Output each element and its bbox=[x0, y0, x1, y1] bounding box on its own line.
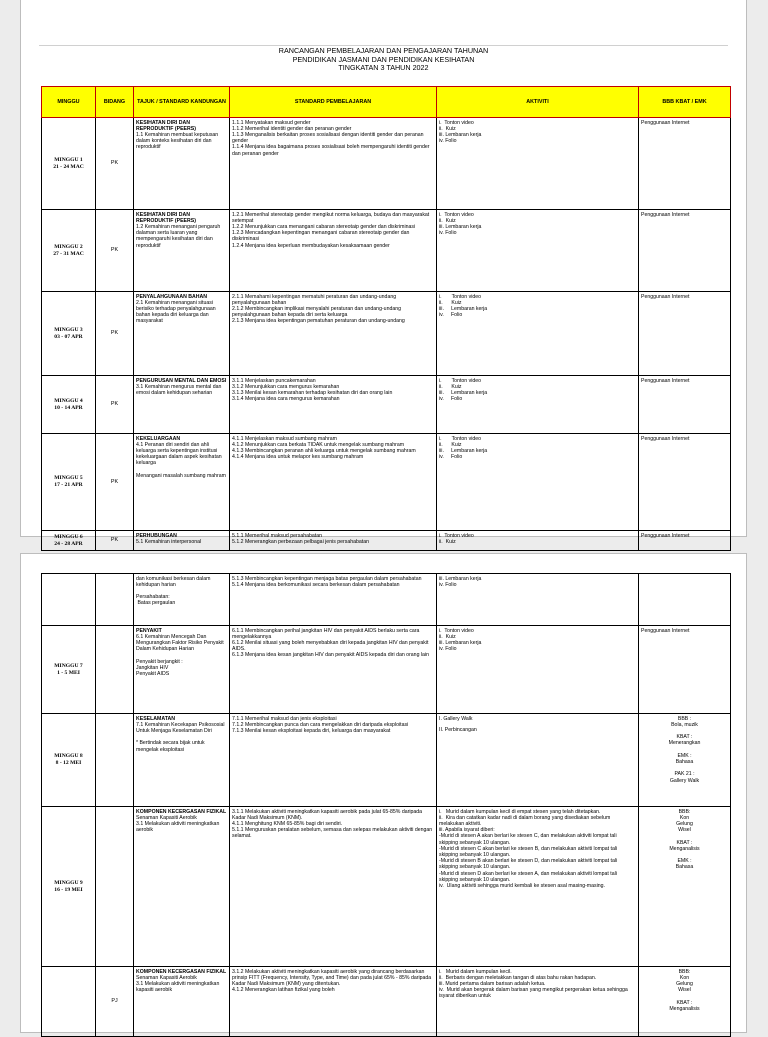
bidang-cell bbox=[96, 574, 134, 626]
aktiviti-item: ii. Kuiz bbox=[439, 383, 462, 390]
standard-item: 7.1.2 Membincangkan punca dan cara mengelakkan diri daripada eksploitasi bbox=[232, 721, 409, 728]
aktiviti-item: iv. Ulang aktiviti sehingga murid kembali ke stesen asal masing-masing. bbox=[439, 882, 605, 889]
aktiviti-cell bbox=[437, 714, 639, 807]
bbb-cell: Penggunaan Internet bbox=[639, 626, 731, 714]
week-cell bbox=[42, 967, 96, 1037]
bbb-cell bbox=[639, 574, 731, 626]
standard-item: 1.1.2 Memerihal identiti gender dan peranan gender bbox=[232, 125, 352, 132]
tajuk-cell bbox=[134, 292, 230, 376]
tajuk-heading: KOMPONEN KECERGASAN FIZIKAL bbox=[136, 968, 227, 975]
tajuk-cell bbox=[134, 807, 230, 967]
bidang-cell: PK bbox=[96, 292, 134, 376]
aktiviti-item: i. Tonton video bbox=[439, 532, 474, 539]
tajuk-cell bbox=[134, 210, 230, 292]
standard-item: 3.1.1 Melakukan aktiviti meningkatkan kapasiti aerobik pada julat 65-85% daripada Kadar Nadi Maksimum (KNM). bbox=[232, 808, 423, 821]
bbb-cell: Penggunaan Internet bbox=[639, 118, 731, 210]
aktiviti-item: iii. Lembaran kerja bbox=[439, 131, 482, 138]
document-page-1 bbox=[20, 0, 747, 547]
tajuk-body: 2.1 Kemahiran menangani situasi berisiko terhadap penyalahgunaan bahan kepada diri keluarga dan masyarakat bbox=[136, 299, 218, 325]
tajuk-body: Senaman Kapasiti Aerobik 3.1 Melakukan aktiviti meningkatkan aerobik bbox=[136, 814, 220, 834]
standard-cell bbox=[230, 807, 437, 967]
col-header-bidang: BIDANG bbox=[96, 87, 134, 118]
standard-item: 1.2.1 Memerihal stereotaip gender mengikut norma keluarga, budaya dan masyarakat setempat bbox=[232, 211, 430, 224]
aktiviti-item: ii. Kuiz bbox=[439, 538, 456, 545]
header-line-2: PENDIDIKAN JASMANI DAN PENDIDIKAN KESIHATAN bbox=[292, 54, 475, 64]
table-row bbox=[42, 376, 731, 434]
bidang-cell: PK bbox=[96, 118, 134, 210]
week-cell: MINGGU 1 21 - 24 MAC bbox=[42, 118, 96, 210]
standard-item: 5.1.2 Menerangkan perbezaan pelbagai jenis persahabatan bbox=[232, 538, 369, 545]
standard-item: 3.1.1 Menjelaskan puncakemarahan bbox=[232, 377, 316, 384]
standard-item: 4.1.3 Membincangkan peranan ahli keluarga untuk mengelak sumbang mahram bbox=[232, 447, 416, 454]
tajuk-cell bbox=[134, 118, 230, 210]
aktiviti-item: iii. Lembaran kerja bbox=[439, 447, 488, 454]
standard-item: 3.1.3 Menilai kesan kemarahan terhadap kesihatan diri dan orang lain bbox=[232, 389, 393, 396]
aktiviti-cell bbox=[437, 967, 639, 1037]
aktiviti-item: iv. Folio bbox=[439, 138, 457, 145]
table-row bbox=[42, 118, 731, 210]
standard-item: 7.1.1 Memerihal maksud dan jenis eksploitasi bbox=[232, 715, 337, 722]
standard-item: 6.1.1 Membincangkan perihal jangkitan HIV dan penyakit AIDS berlaku serta cara mengelakkannya bbox=[232, 627, 420, 640]
standard-item: 1.2.3 Mencadangkan kepentingan menangani cabaran stereotaip gender dan diskriminasi bbox=[232, 230, 410, 243]
aktiviti-item: iii. Apabila isyarat diberi: bbox=[439, 827, 495, 834]
standard-item: 6.1.2 Menilai situasi yang boleh menyebabkan diri kepada jangkitan HIV dan penyakit AIDS. bbox=[232, 639, 429, 653]
aktiviti-item: ii. Kuiz bbox=[439, 125, 456, 132]
col-header-minggu: MINGGU bbox=[42, 87, 96, 118]
aktiviti-cell bbox=[437, 626, 639, 714]
tajuk-body: 6.1 Kemahiran Mencegah Dan Mengurangkan Faktor Risiko Penyakit Dalam Kehidupan Harian Penyakit berjangkit : Jangkitan HIV Penyakit AIDS bbox=[136, 633, 224, 677]
week-cell: MINGGU 8 8 - 12 MEI bbox=[42, 714, 96, 807]
col-header-aktiviti: AKTIVITI bbox=[437, 87, 639, 118]
standard-item: 3.1.2 Menunjukkan cara mengurus kemarahan bbox=[232, 383, 340, 390]
table-row bbox=[42, 574, 731, 626]
standard-item: 1.1.3 Menganalisis berkaitan proses sosialisasi dengan identiti gender dan peranan gender bbox=[232, 131, 424, 145]
table-body-page-1 bbox=[42, 118, 731, 551]
standard-cell bbox=[230, 118, 437, 210]
week-cell: MINGGU 5 17 - 21 APR bbox=[42, 434, 96, 531]
bbb-cell: BBB: Kon Gelung Wisel KBAT : Menganalisis EMK : Bahasa bbox=[639, 807, 731, 967]
table-row bbox=[42, 626, 731, 714]
bidang-cell: PK bbox=[96, 210, 134, 292]
tajuk-cell bbox=[134, 714, 230, 807]
tajuk-body: 1.2 Kemahiran menangani pengaruh dalaman serta luaran yang mempengaruhi kesihatan diri dan reproduktif bbox=[136, 223, 222, 249]
week-cell: MINGGU 7 1 - 5 MEI bbox=[42, 626, 96, 714]
standard-cell bbox=[230, 434, 437, 531]
table-row bbox=[42, 434, 731, 531]
bbb-cell: Penggunaan Internet bbox=[639, 210, 731, 292]
header-line-3: TINGKATAN 3 TAHUN 2022 bbox=[338, 63, 429, 73]
bidang-cell: PK bbox=[96, 376, 134, 434]
tajuk-heading: PENYALAHGUNAAN BAHAN bbox=[136, 293, 207, 300]
rpt-table-page-1 bbox=[41, 86, 731, 551]
standard-item: 4.1.1 Menjelaskan maksud sumbang mahram bbox=[232, 435, 337, 442]
table-row bbox=[42, 967, 731, 1037]
aktiviti-cell bbox=[437, 807, 639, 967]
standard-cell bbox=[230, 967, 437, 1037]
week-cell: MINGGU 9 16 - 19 MEI bbox=[42, 807, 96, 967]
aktiviti-item: -Murid di stesen A akan berlari ke stesen C, dan melakukan aktiviti lompat tali skipping sebanyak 10 ulangan. bbox=[439, 833, 619, 846]
aktiviti-item: ii. Kuiz bbox=[439, 633, 456, 640]
standard-item: 5.1.4 Menjana idea berkomunikasi secara berkesan dalam persahabatan bbox=[232, 581, 400, 588]
standard-item: 3.1.2 Melakukan aktiviti meningkatkan kapasiti aerobik yang dirancang berdasarkan prinsip FITT (Frequency, Intensity, Type, and Time) dan pada julat 65% - 85% daripada Kadar Nadi Maksimum (KNM) yang ditentukan. bbox=[232, 968, 432, 987]
aktiviti-item: i. Murid dalam kumpulan kecil. bbox=[439, 968, 512, 975]
aktiviti-item: ii. Kira dan catatkan kadar nadi di dalam borang yang disediakan sebelum melakukan aktiviti. bbox=[439, 814, 612, 827]
standard-cell bbox=[230, 210, 437, 292]
aktiviti-item: iii. Murid pertama dalam barisan adalah ketua. bbox=[439, 980, 546, 987]
standard-cell bbox=[230, 531, 437, 551]
aktiviti-item: iii. Lembaran kerja bbox=[439, 389, 488, 396]
aktiviti-cell bbox=[437, 531, 639, 551]
aktiviti-item: iii. Lembaran kerja bbox=[439, 639, 482, 646]
aktiviti-item: iii. Lembaran kerja bbox=[439, 305, 488, 312]
standard-item: 4.1.2 Menerangkan latihan fizikal yang boleh bbox=[232, 987, 335, 994]
aktiviti-item: iv. Folio bbox=[439, 230, 457, 237]
aktiviti-item: ii. Kuiz bbox=[439, 441, 462, 448]
standard-cell bbox=[230, 626, 437, 714]
bidang-cell bbox=[96, 626, 134, 714]
aktiviti-item: iii. Lembaran kerja bbox=[439, 223, 482, 230]
tajuk-cell bbox=[134, 626, 230, 714]
bbb-cell: BBB: Kon Gelung Wisel KBAT : Menganalisis bbox=[639, 967, 731, 1037]
table-header-row bbox=[42, 87, 731, 118]
aktiviti-item: iv. Folio bbox=[439, 396, 463, 403]
standard-item: 3.1.4 Menjana idea cara mengurus kemarahan bbox=[232, 396, 340, 403]
table-row bbox=[42, 292, 731, 376]
bidang-cell: PK bbox=[96, 531, 134, 551]
standard-item: 7.1.3 Menilai kesan eksploitasi kepada diri, keluarga dan masyarakat bbox=[232, 727, 391, 734]
aktiviti-item: iv. Murid akan bergerak dalam barisan yang mengikut pergerakan ketua sehingga isyarat diberikan untuk bbox=[439, 987, 630, 1000]
aktiviti-cell bbox=[437, 292, 639, 376]
aktiviti-item: ii. Kuiz bbox=[439, 299, 462, 306]
tajuk-heading: KEKELUARGAAN bbox=[136, 435, 181, 442]
standard-item: 5.1.1 Memerihal maksud persahabatan bbox=[232, 532, 322, 539]
tajuk-body: 4.1 Peranan diri sendiri dan ahli keluarga serta kepentingan institusi kekeluargaan dalam aspek kesihatan keluarga Menangani masalah sumbang mahram bbox=[136, 441, 226, 479]
tajuk-heading: KESELAMATAN bbox=[136, 715, 175, 722]
aktiviti-cell bbox=[437, 574, 639, 626]
aktiviti-cell bbox=[437, 376, 639, 434]
standard-cell bbox=[230, 376, 437, 434]
bbb-cell: BBB : Bola, muzik KBAT : Menerangkan EMK : Bahasa PAK 21 : Gallery Walk bbox=[639, 714, 731, 807]
tajuk-cell bbox=[134, 376, 230, 434]
tajuk-body: Senaman Kapasiti Aerobik 3.1 Melakukan aktiviti meningkatkan kapasiti aerobik bbox=[136, 974, 220, 994]
col-header-bbb: BBB KBAT / EMK bbox=[639, 87, 731, 118]
aktiviti-item: iv. Folio bbox=[439, 454, 463, 461]
table-row bbox=[42, 807, 731, 967]
tajuk-cell bbox=[134, 434, 230, 531]
rpt-table-page-2 bbox=[41, 573, 731, 1037]
standard-item: 1.1.1 Menyatakan maksud gender bbox=[232, 119, 311, 126]
week-cell bbox=[42, 574, 96, 626]
standard-cell bbox=[230, 714, 437, 807]
aktiviti-item: iv. Folio bbox=[439, 581, 457, 588]
bidang-cell bbox=[96, 714, 134, 807]
standard-cell bbox=[230, 574, 437, 626]
aktiviti-item: ii. Berbaris dengan meletakkan tangan di atas bahu rakan hadapan. bbox=[439, 974, 597, 981]
table-row bbox=[42, 531, 731, 551]
aktiviti-item: II. Perbincangan bbox=[439, 726, 477, 733]
header-line-1: RANCANGAN PEMBELAJARAN DAN PENGAJARAN TAHUNAN bbox=[278, 46, 489, 55]
bbb-cell: Penggunaan Internet bbox=[639, 292, 731, 376]
bbb-cell: Penggunaan Internet bbox=[639, 531, 731, 551]
standard-item: 1.2.4 Menjana idea keperluan membudayakan kesaksamaan gender bbox=[232, 242, 390, 249]
aktiviti-item: -Murid di stesen B akan berlari ke stesen D, dan melakukan aktiviti lompat tali skipping sebanyak 10 ulangan. bbox=[439, 858, 619, 871]
tajuk-body: 3.1 Kemahiran mengurus mental dan emosi dalam kehidupan seharian bbox=[136, 383, 223, 396]
aktiviti-item: iv. Folio bbox=[439, 646, 457, 653]
week-cell: MINGGU 3 03 - 07 APR bbox=[42, 292, 96, 376]
tajuk-cell bbox=[134, 967, 230, 1037]
tajuk-heading: PERHUBUNGAN bbox=[136, 532, 177, 539]
aktiviti-cell bbox=[437, 118, 639, 210]
aktiviti-item: i. Murid dalam kumpulan kecil di empat stesen yang telah ditetapkan. bbox=[439, 808, 601, 815]
document-page-2 bbox=[20, 553, 747, 1033]
standard-item: 5.1.3 Membincangkan kepentingan menjaga batas pergaulan dalam persahabatan bbox=[232, 575, 422, 582]
tajuk-body: 7.1 Kemahiran Kecekapan Psikososial Untuk Menjaga Keselamatan Diri * Bertindak secara bijak untuk mengelak eksploitasi bbox=[136, 721, 225, 753]
week-cell: MINGGU 6 24 - 28 APR bbox=[42, 531, 96, 551]
col-header-tajuk: TAJUK / STANDARD KANDUNGAN bbox=[134, 87, 230, 118]
standard-item: 1.1.4 Menjana idea bagaimana proses sosialisasi boleh mempengaruhi identiti gender dan peranan gender bbox=[232, 144, 430, 157]
standard-item: 4.1.4 Menjana idea untuk melapor kes sumbang mahram bbox=[232, 454, 364, 461]
aktiviti-item: i. Tonton video bbox=[439, 293, 482, 300]
col-header-standard: STANDARD PEMBELAJARAN bbox=[230, 87, 437, 118]
standard-item: 2.1.3 Menjana idea kepentingan pematuhan peraturan dan undang-undang bbox=[232, 318, 405, 325]
aktiviti-item: i. Tonton video bbox=[439, 627, 474, 634]
standard-item: 1.2.2 Menunjukkan cara menangani cabaran stereotaip gender dan diskriminasi bbox=[232, 223, 416, 230]
bidang-cell: PJ bbox=[96, 967, 134, 1037]
tajuk-cell bbox=[134, 574, 230, 626]
standard-item: 4.1.2 Menunjukkan cara berkata TIDAK untuk mengelak sumbang mahram bbox=[232, 441, 405, 448]
table-row bbox=[42, 714, 731, 807]
aktiviti-item: -Murid di stesen D akan berlari ke stesen A, dan melakukan aktiviti lompat tali skipping sebanyak 10 ulangan. bbox=[439, 870, 619, 883]
tajuk-heading: KESIHATAN DIRI DAN REPRODUKTIF (PEERS) bbox=[136, 119, 196, 132]
bbb-cell: Penggunaan Internet bbox=[639, 376, 731, 434]
tajuk-body: 5.1 Kemahiran interpersonal bbox=[136, 538, 202, 545]
table-body-page-2 bbox=[42, 574, 731, 1037]
tajuk-heading: KOMPONEN KECERGASAN FIZIKAL bbox=[136, 808, 227, 815]
aktiviti-item: i. Tonton video bbox=[439, 377, 482, 384]
aktiviti-item: iv. Folio bbox=[439, 312, 463, 319]
aktiviti-item: -Murid di stesen C akan berlari ke stesen B, dan melakukan aktiviti lompat tali skipping sebanyak 10 ulangan. bbox=[439, 845, 619, 858]
table-row bbox=[42, 210, 731, 292]
aktiviti-item: iii. Lembaran kerja bbox=[439, 575, 482, 582]
bbb-cell: Penggunaan Internet bbox=[639, 434, 731, 531]
bidang-cell: PK bbox=[96, 434, 134, 531]
aktiviti-item: I. Gallery Walk bbox=[439, 715, 473, 722]
standard-cell bbox=[230, 292, 437, 376]
aktiviti-item: i. Tonton video bbox=[439, 435, 482, 442]
aktiviti-item: ii. Kuiz bbox=[439, 217, 456, 224]
aktiviti-cell bbox=[437, 434, 639, 531]
tajuk-heading: KESIHATAN DIRI DAN REPRODUKTIF (PEERS) bbox=[136, 211, 196, 224]
standard-item: 2.1.1 Memahami kepentingan mematuhi peraturan dan undang-undang penyalahgunaan bahan bbox=[232, 293, 397, 306]
bidang-cell bbox=[96, 807, 134, 967]
aktiviti-item: i. Tonton video bbox=[439, 211, 474, 218]
week-cell: MINGGU 4 10 - 14 APR bbox=[42, 376, 96, 434]
aktiviti-cell bbox=[437, 210, 639, 292]
standard-item: 4.1.1 Menghitung KNM 65-85% bagi diri sendiri. bbox=[232, 820, 343, 827]
document-header bbox=[21, 47, 746, 73]
aktiviti-item: i. Tonton video bbox=[439, 119, 474, 126]
standard-item: 6.1.3 Menjana idea kesan jangkitan HIV dan penyakit AIDS kepada diri dan orang lain bbox=[232, 652, 429, 659]
tajuk-cell bbox=[134, 531, 230, 551]
tajuk-body: dan komunikasi berkesan dalam kehidupan harian Persahabatan: Batas pergaulan bbox=[136, 575, 211, 607]
standard-item: 5.1.1 Menguruskan peralatan sebelum, semasa dan selepas melakukan aktiviti dengan selamat. bbox=[232, 827, 433, 840]
week-cell: MINGGU 2 27 - 31 MAC bbox=[42, 210, 96, 292]
tajuk-body: 1.1 Kemahiran membuat keputusan dalam konteks kesihatan diri dan reproduktif bbox=[136, 131, 220, 151]
tajuk-heading: PENYAKIT bbox=[136, 627, 162, 634]
tajuk-heading: PENGURUSAN MENTAL DAN EMOSI bbox=[136, 377, 227, 384]
standard-item: 2.1.2 Membincangkan implikasi menyalahi peraturan dan undang-undang penyalahgunaan bahan kepada diri serta keluarga bbox=[232, 305, 401, 319]
